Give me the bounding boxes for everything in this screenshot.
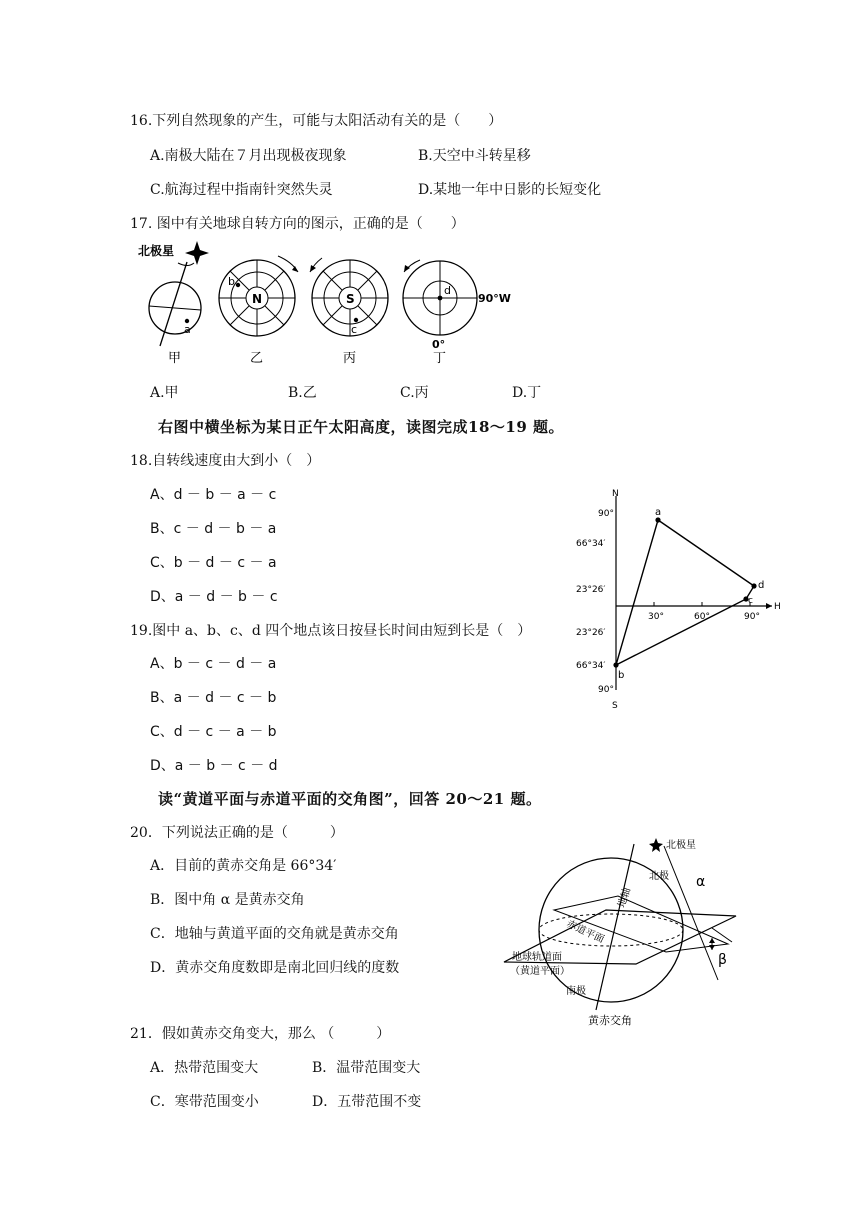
tick-90s: 90° xyxy=(598,685,614,695)
polaris-star-icon xyxy=(185,241,209,265)
q18-option-d: D、a － d － b － c xyxy=(150,589,278,605)
q21-option-b: B．温带范围变大 xyxy=(312,1060,421,1076)
fig20-polaris-label: 北极星 xyxy=(666,840,696,851)
point-b-label: b xyxy=(228,275,235,288)
q16-option-a: A.南极大陆在７月出现极夜现象 xyxy=(150,148,347,164)
panel-label-jia: 甲 xyxy=(168,351,182,366)
pole-s-label: S xyxy=(346,292,355,306)
q17-option-b: B.乙 xyxy=(288,385,317,401)
q20-option-b: B．图中角 α 是黄赤交角 xyxy=(150,892,305,908)
fig18-point-c: c xyxy=(748,596,753,606)
point-c-label: c xyxy=(351,323,358,336)
fig20-orbit-plane-label: 地球轨道面 xyxy=(512,952,562,963)
q20-option-c: C．地轴与黄道平面的交角就是黄赤交角 xyxy=(150,926,399,942)
intro-20-21: 读“黄道平面与赤道平面的交角图”，回答 20～21 题。 xyxy=(158,790,542,808)
q21-option-a: A．热带范围变大 xyxy=(150,1060,259,1076)
panel-label-yi: 乙 xyxy=(250,351,264,366)
panel-label-ding: 丁 xyxy=(433,351,447,366)
q21-option-d: D．五带范围不变 xyxy=(312,1094,422,1110)
q20-option-a: A．目前的黄赤交角是 66°34′ xyxy=(150,858,337,874)
q16-option-b: B.天空中斗转星移 xyxy=(418,148,531,164)
fig18-point-d: d xyxy=(758,580,765,591)
fig20-caption: 黄赤交角 xyxy=(588,1014,632,1027)
q18-stem: 18.自转线速度由大到小（ ） xyxy=(130,453,321,469)
q19-stem: 19.图中 a、b、c、d 四个地点该日按昼长时间由短到长是（ ） xyxy=(130,623,532,639)
fig20-south-pole-label: 南极 xyxy=(566,986,586,997)
fig20-alpha-label: α xyxy=(696,874,706,890)
noon-sun-height-figure xyxy=(560,482,790,714)
intro-18-19: 右图中横坐标为某日正午太阳高度，读图完成18～19 题。 xyxy=(158,418,564,436)
axis-n-label: N xyxy=(612,489,619,499)
q19-option-a: A、b － c － d － a xyxy=(150,656,277,672)
q18-option-c: C、b － d － c － a xyxy=(150,555,277,571)
tick-66s: 66°34′ xyxy=(576,661,606,671)
q17-option-a: A.甲 xyxy=(150,385,179,401)
q16-option-c: C.航海过程中指南针突然失灵 xyxy=(150,182,333,198)
q20-option-d: D．黄赤交角度数即是南北回归线的度数 xyxy=(150,960,400,976)
axis-h-label: H xyxy=(774,602,781,612)
panel-label-bing: 丙 xyxy=(343,351,357,366)
q21-stem: 21．假如黄赤交角变大，那么 （ ） xyxy=(130,1026,391,1042)
pole-n-label: N xyxy=(252,292,263,306)
q18-option-b: B、c － d － b － a xyxy=(150,521,277,537)
q19-option-c: C、d － c － a － b xyxy=(150,724,277,740)
fig20-equator-plane-label: 赤道平面 xyxy=(564,918,606,946)
tick-90: 90° xyxy=(744,612,760,622)
point-a-label: a xyxy=(184,323,191,336)
q16-stem: 16.下列自然现象的产生，可能与太阳活动有关的是（ ） xyxy=(130,113,503,129)
fig20-beta-label: β xyxy=(718,952,727,968)
q17-option-d: D.丁 xyxy=(512,385,542,401)
panel-bing xyxy=(310,258,388,336)
q19-option-d: D、a － b － c － d xyxy=(150,758,278,774)
fig18-point-b: b xyxy=(618,670,625,681)
fig20-axis-label: 地轴 xyxy=(616,886,634,909)
obliquity-figure xyxy=(496,832,746,1027)
q20-stem: 20．下列说法正确的是（ ） xyxy=(130,825,344,841)
axis-s-label: S xyxy=(612,701,618,711)
q17-stem: 17. 图中有关地球自转方向的图示，正确的是（ ） xyxy=(130,216,465,232)
fig20-north-pole-label: 北极 xyxy=(649,871,669,882)
fig20-ecliptic-plane-label: （黄道平面） xyxy=(510,966,570,977)
tick-30: 30° xyxy=(648,612,664,622)
lon-0-label: 0° xyxy=(432,338,446,351)
panel-ding xyxy=(403,260,511,351)
lon-90w-label: 90°W xyxy=(478,292,511,305)
panel-yi xyxy=(219,256,298,336)
polaris-label: 北极星 xyxy=(138,244,175,258)
tick-60: 60° xyxy=(694,612,710,622)
tick-66n: 66°34′ xyxy=(576,539,606,549)
fig18-point-a: a xyxy=(655,507,662,518)
panel-jia xyxy=(149,262,201,346)
q19-option-b: B、a － d － c － b xyxy=(150,690,277,706)
q18-option-a: A、d － b － a － c xyxy=(150,487,277,503)
point-d-label: d xyxy=(444,284,451,297)
q16-option-d: D.某地一年中日影的长短变化 xyxy=(418,182,602,198)
tick-90n: 90° xyxy=(598,509,614,519)
tick-23n: 23°26′ xyxy=(576,585,606,595)
q17-option-c: C.丙 xyxy=(400,385,429,401)
q21-option-c: C．寒带范围变小 xyxy=(150,1094,259,1110)
tick-23s: 23°26′ xyxy=(576,628,606,638)
rotation-direction-figure xyxy=(130,238,530,368)
fig20-polaris-star-icon xyxy=(649,838,663,852)
